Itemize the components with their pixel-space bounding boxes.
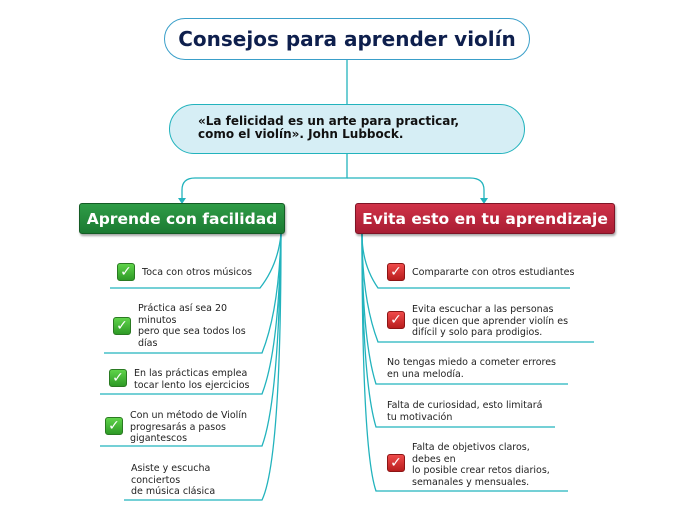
check-icon: ✓ [109,369,127,387]
branch-evita-esto[interactable]: Evita esto en tu aprendizaje [355,203,615,234]
list-item-conciertos[interactable]: Asiste y escucha conciertos de música clásica [131,463,216,497]
branch-aprende-con-facilidad[interactable]: Aprende con facilidad [79,203,285,234]
list-item-compararte[interactable]: Compararte con otros estudiantes [412,267,575,278]
list-item-tocar-lento[interactable]: En las prácticas emplea tocar lento los ejercicios [134,368,250,391]
check-icon: ✓ [387,263,405,281]
check-icon: ✓ [113,317,131,335]
list-item-falta-curiosidad[interactable]: Falta de curiosidad, esto limitará tu motivación [387,400,543,423]
list-item-toca-con-otros[interactable]: Toca con otros músicos [142,267,253,278]
list-item-falta-objetivos[interactable]: Falta de objetivos claros, debes en lo posible crear retos diarios, semanales y mensuales. [412,442,550,488]
list-item-metodo-violin[interactable]: Con un método de Violín progresarás a pasos gigantescos [130,410,247,444]
check-icon: ✓ [387,311,405,329]
quote-node[interactable] [169,104,525,154]
check-icon: ✓ [387,454,405,472]
quote-line-2: como el violín». John Lubbock. [198,127,404,141]
check-icon: ✓ [105,417,123,435]
quote-line-1: «La felicidad es un arte para practicar, [198,114,460,128]
check-icon: ✓ [117,263,135,281]
list-item-evita-escuchar[interactable]: Evita escuchar a las personas que dicen que aprender violín es difícil y solo para prodigios. [412,304,569,338]
central-title[interactable]: Consejos para aprender violín [164,18,530,60]
list-item-no-miedo-errores[interactable]: No tengas miedo a cometer errores en una melodía. [387,357,557,380]
list-item-practica-20-min[interactable]: Práctica así sea 20 minutos pero que sea todos los días [138,303,246,349]
